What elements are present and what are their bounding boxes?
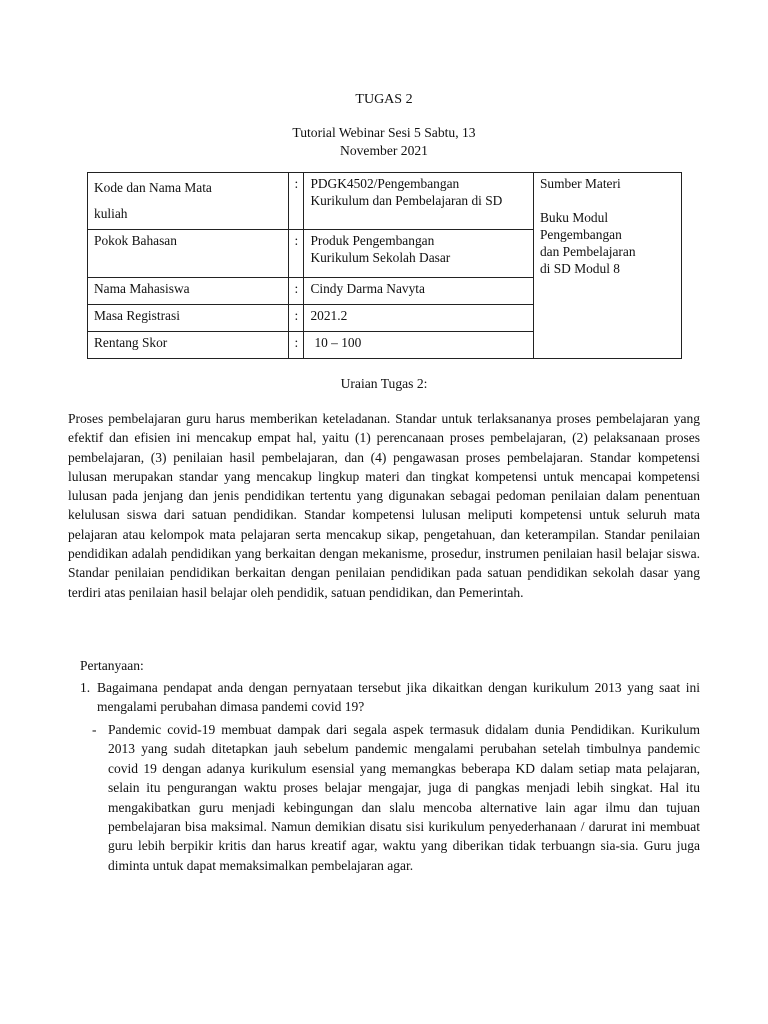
value-registration: 2021.2 <box>304 305 534 332</box>
label-course: Kode dan Nama Mata kuliah <box>88 173 289 230</box>
source-line: di SD Modul 8 <box>539 261 620 276</box>
colon: : <box>289 305 304 332</box>
source-heading: Sumber Materi <box>539 176 621 191</box>
question-1 <box>80 678 700 716</box>
label-topic: Pokok Bahasan <box>88 230 289 278</box>
source-line: Buku Modul <box>539 210 609 225</box>
table-row <box>88 173 682 230</box>
source-line: Pengembangan <box>539 227 622 242</box>
subtitle-line-1: Tutorial Webinar Sesi 5 Sabtu, 13 <box>292 125 476 140</box>
value-score-range: 10 – 100 <box>304 332 534 359</box>
subtitle-line-2: November 2021 <box>340 143 428 158</box>
document-subtitle <box>0 124 768 160</box>
value-course: PDGK4502/Pengembangan Kurikulum dan Pembelajaran di SD <box>304 173 534 230</box>
colon: : <box>289 278 304 305</box>
source-cell <box>533 173 681 359</box>
colon: : <box>289 332 304 359</box>
value-student: Cindy Darma Navyta <box>304 278 534 305</box>
label-registration: Masa Registrasi <box>88 305 289 332</box>
label-score-range: Rentang Skor <box>88 332 289 359</box>
colon: : <box>289 173 304 230</box>
answer-text: Pandemic covid-19 membuat dampak dari segala aspek termasuk didalam dunia Pendidikan. Kurikulum 2013 yang sudah ditetapkan jauh sebelum pandemic mengalami perubahan setelah timbulnya pandemic covid 19 dengan adanya kurikulum esensial yang memangkas beberapa KD dalam setiap mata pelajaran, selain itu pengurangan waktu proses belajar mengajar, juga di pangkas menjadi lebih singkat. Hal itu mengakibatkan guru menjadi kebingungan dan slalu mencoba alternative lain agar ilmu dan tujuan pembelajaran bisa maksimal. Namun demikian disatu sisi kurikulum penyederhanaan / darurat ini membuat guru lebih berpikir kritis dan harus kreatif agar, waktu yang diberikan tidak terbuangn sia-sia. Guru juga diminta untuk dapat memaksimalkan pembelajaran agar. <box>108 722 700 873</box>
info-table <box>87 172 682 359</box>
colon: : <box>289 230 304 278</box>
answer-bullet: - <box>92 722 97 737</box>
document-title: TUGAS 2 <box>355 92 413 107</box>
body-paragraph: Proses pembelajaran guru harus memberikan keteladanan. Standar untuk terlaksananya proses pembelajaran yang efektif dan efisien ini mencakup empat hal, yaitu (1) perencanaan proses pembelajaran, (2) pelaksanaan proses pembelajaran, (3) penilaian hasil pembelajaran, dan (4) pengawasan proses pembelajaran. Standar kompetensi lulusan merupakan standar yang mencakup lingkup materi dan tingkat kompetensi untuk mencapai kompetensi lulusan pada jenjang dan jenis pendidikan tertentu yang digunakan sebagai pedoman penilaian dalam penentuan kelulusan siswa dari satuan pendidikan. Standar kompetensi lulusan meliputi kompetensi untuk seluruh mata pelajaran atau kelompok mata pelajaran serta mencakup sikap, pengetahuan, dan keterampilan. Standar penilaian pendidikan adalah pendidikan yang berkaitan dengan mekanisme, prosedur, instrumen penilaian hasil belajar siswa. Standar penilaian pendidikan berkaitan dengan penilaian pendidikan pada satuan pendidikan sekolah dasar yang terdiri atas penilaian hasil belajar oleh pendidik, satuan pendidikan, dan Pemerintah. <box>68 411 700 600</box>
section-title: Uraian Tugas 2: <box>340 376 428 391</box>
label-student: Nama Mahasiswa <box>88 278 289 305</box>
answer-1 <box>92 720 700 875</box>
question-text: Bagaimana pendapat anda dengan pernyataan tersebut jika dikaitkan dengan kurikulum 2013 yang saat ini mengalami perubahan dimasa pandemi covid 19? <box>97 680 700 714</box>
question-number: 1. <box>80 680 91 695</box>
questions-heading: Pertanyaan: <box>80 658 144 673</box>
value-topic: Produk Pengembangan Kurikulum Sekolah Dasar <box>304 230 534 278</box>
source-line: dan Pembelajaran <box>539 244 636 259</box>
